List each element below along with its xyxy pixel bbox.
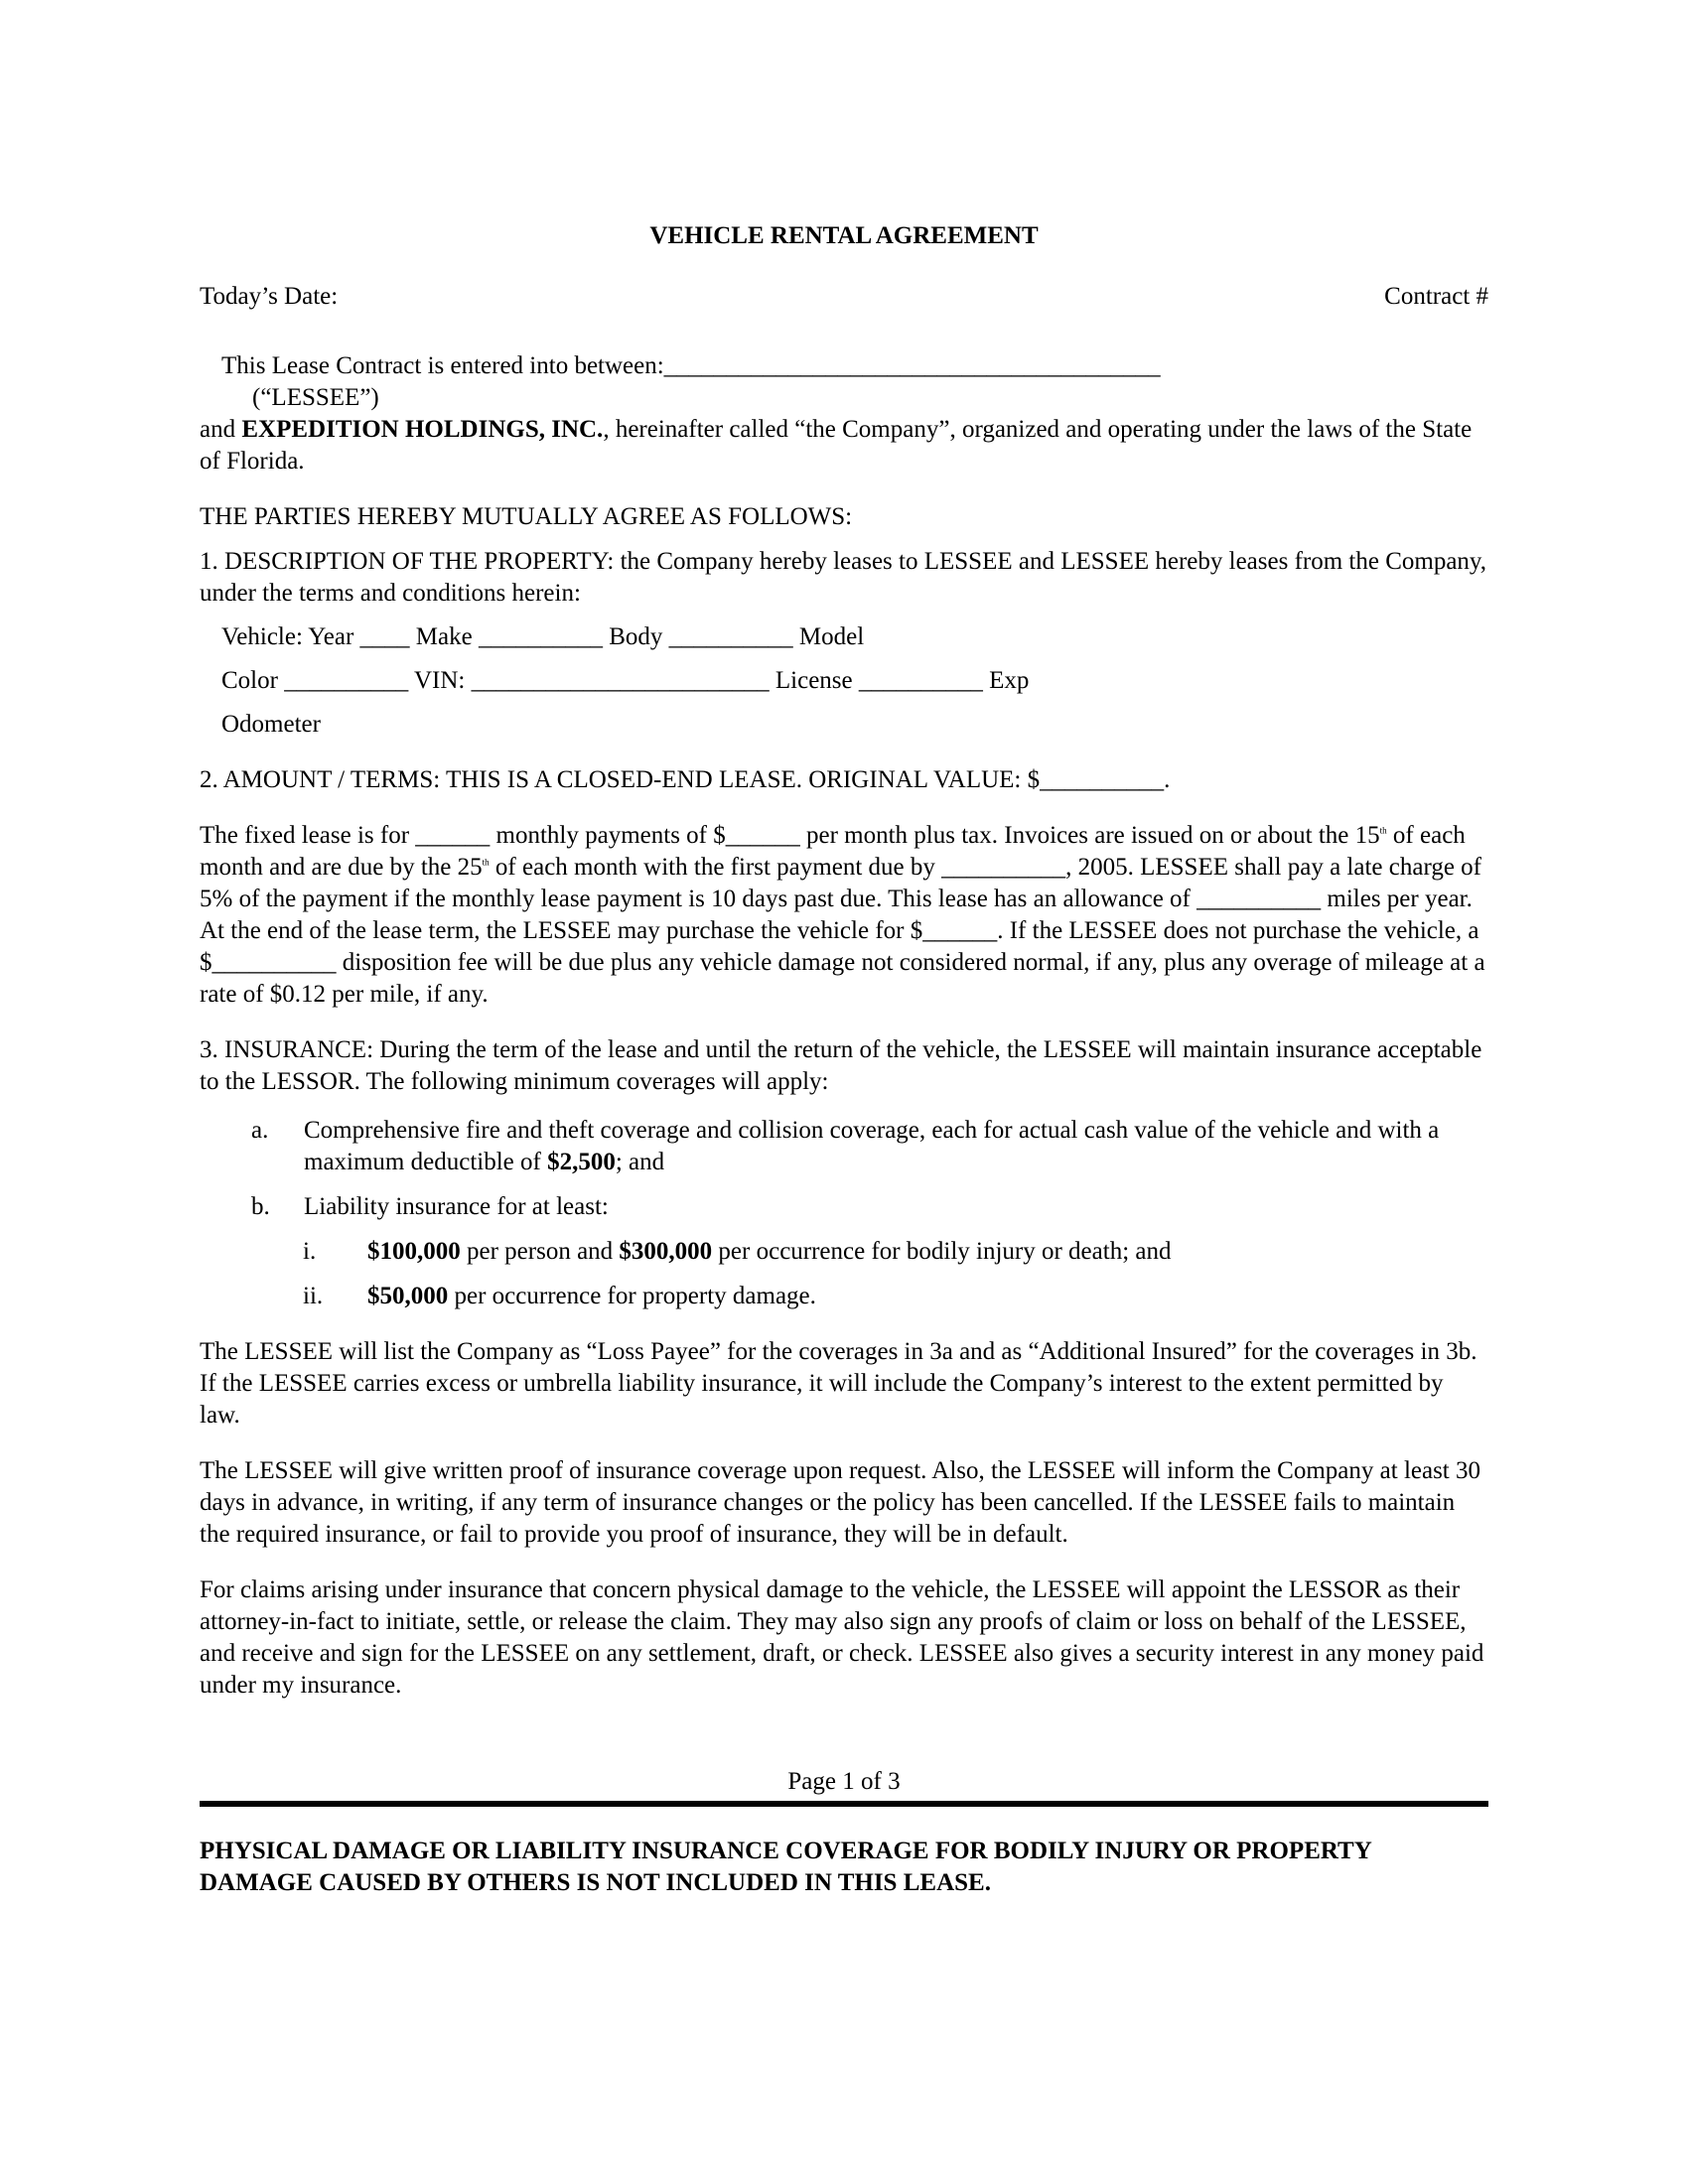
terms-text-6: disposition fee will be due plus any vehicle damage not considered normal, if any, plus any overage of mileage at a rate of $0.12 per mile, if any. [200, 949, 1485, 1008]
coverage-a-end: ; and [615, 1149, 665, 1175]
lessee-tag: (“LESSEE”) [252, 384, 379, 411]
loss-payee-paragraph: The LESSEE will list the Company as “Loss Payee” for the coverages in 3a and as “Additional Insured” for the coverages in 3b. If the LESSEE carries excess or umbrella liability insurance, it will include the Company’s interest to the extent permitted by law. [200, 1338, 1477, 1429]
terms-text-1: The fixed lease is for ______ monthly payments of $______ per month plus tax. Invoices are issued on or about the 15 [200, 822, 1380, 849]
coverage-i-text-2: per occurrence for bodily injury or death; and [712, 1238, 1172, 1265]
ordinal-suffix-15: th [1379, 825, 1387, 836]
per-person-amount: $100,000 [367, 1238, 461, 1265]
todays-date-label: Today’s Date: [200, 283, 339, 310]
vehicle-line-1: Vehicle: Year ____ Make __________ Body __________ Model [221, 623, 865, 650]
terms-text-2: of each month and are due by the 25 [200, 822, 1466, 881]
agree-heading: THE PARTIES HEREBY MUTUALLY AGREE AS FOLLOWS: [200, 503, 853, 530]
coverage-item-ii [200, 1281, 1488, 1312]
section-3-heading: 3. INSURANCE: During the term of the lease and until the return of the vehicle, the LESSEE will maintain insurance acceptable to the LESSOR. The following minimum coverages will apply: [200, 1036, 1482, 1095]
coverage-ii-text: per occurrence for property damage. [448, 1283, 816, 1309]
document-title: VEHICLE RENTAL AGREEMENT [649, 222, 1039, 249]
license-label: License [769, 667, 859, 694]
footer-divider [200, 1801, 1488, 1807]
odometer-label: Odometer [221, 711, 321, 738]
page-number: Page 1 of 3 [787, 1768, 901, 1795]
coverage-a-description: Comprehensive fire and theft coverage and collision coverage, each for actual cash value of the vehicle and with a maximum deductible of [304, 1117, 1440, 1175]
list-marker: ii. [303, 1283, 324, 1309]
company-description: , hereinafter called “the Company”, organized and operating under the laws of the State of Florida. [200, 416, 1473, 475]
miles-blank: __________ [1196, 886, 1322, 912]
license-blank: __________ [858, 667, 983, 694]
list-marker: i. [303, 1238, 317, 1265]
proof-of-insurance-paragraph: The LESSEE will give written proof of insurance coverage upon request. Also, the LESSEE will inform the Company at least 30 days in advance, in writing, if any term of insurance changes or the policy has been cancelled. If the LESSEE fails to maintain the required insurance, or fail to provide you proof of insurance, they will be in default. [200, 1457, 1481, 1548]
color-blank: __________ [284, 667, 409, 694]
vin-label: VIN: [408, 667, 472, 694]
lease-parties-line: This Lease Contract is entered into between:________________________________________ [221, 352, 1161, 379]
section-2-terms [200, 820, 1488, 1011]
coverage-item-a [200, 1115, 1488, 1178]
terms-text-3: of each month with the first payment due by __________, 2005. LESSEE shall pay a late charge of 5% of the payment if the monthly lease payment is 10 days past due. This lease has an allowance of [200, 854, 1481, 912]
date-contract-row [200, 281, 1488, 313]
terms-text-4: miles per year. At the end of the lease term, the LESSEE may purchase the vehicle for $ [200, 886, 1473, 944]
coverage-item-a-text [304, 1115, 1488, 1178]
coverage-item-ii-text [367, 1281, 1488, 1312]
coverage-item-b-text: Liability insurance for at least: [304, 1193, 609, 1220]
list-marker: a. [251, 1117, 269, 1144]
color-label: Color [221, 667, 285, 694]
coverage-i-text-1: per person and [460, 1238, 620, 1265]
section-1-text: 1. DESCRIPTION OF THE PROPERTY: the Company hereby leases to LESSEE and LESSEE hereby leases from the Company, under the terms and conditions herein: [200, 548, 1487, 607]
section-2-heading: 2. AMOUNT / TERMS: THIS IS A CLOSED-END LEASE. ORIGINAL VALUE: $__________. [200, 766, 1171, 793]
terms-text-5: . If the LESSEE does not purchase the vehicle, a $ [200, 917, 1479, 976]
document-body [200, 220, 1488, 1702]
per-occurrence-amount: $300,000 [619, 1238, 713, 1265]
disposition-fee-blank: __________ [211, 949, 337, 976]
claims-paragraph: For claims arising under insurance that concern physical damage to the vehicle, the LESSEE will appoint the LESSOR as their attorney-in-fact to initiate, settle, or release the claim. They may also sign any proofs of claim or loss on behalf of the LESSEE, and receive and sign for the LESSEE on any settlement, draft, or check. LESSEE also gives a security interest in any money paid under my insurance. [200, 1576, 1484, 1699]
coverage-item-i [200, 1236, 1488, 1268]
coverage-item-b [200, 1191, 1488, 1223]
vehicle-line-2 [200, 665, 1488, 697]
property-damage-amount: $50,000 [367, 1283, 449, 1309]
list-marker: b. [251, 1193, 270, 1220]
company-clause [200, 414, 1488, 478]
coverage-item-i-text [367, 1236, 1488, 1268]
ordinal-suffix-25: th [482, 857, 490, 868]
and-text: and [200, 416, 242, 443]
contract-number-label: Contract # [1384, 283, 1488, 310]
company-name: EXPEDITION HOLDINGS, INC. [241, 416, 604, 443]
vin-blank: ________________________ [471, 667, 770, 694]
insurance-notice: PHYSICAL DAMAGE OR LIABILITY INSURANCE COVERAGE FOR BODILY INJURY OR PROPERTY DAMAGE CAUSED BY OTHERS IS NOT INCLUDED IN THIS LEASE. [200, 1838, 1371, 1896]
exp-label: Exp [982, 667, 1030, 694]
deductible-amount: $2,500 [547, 1149, 616, 1175]
purchase-price-blank: ______ [922, 917, 998, 944]
